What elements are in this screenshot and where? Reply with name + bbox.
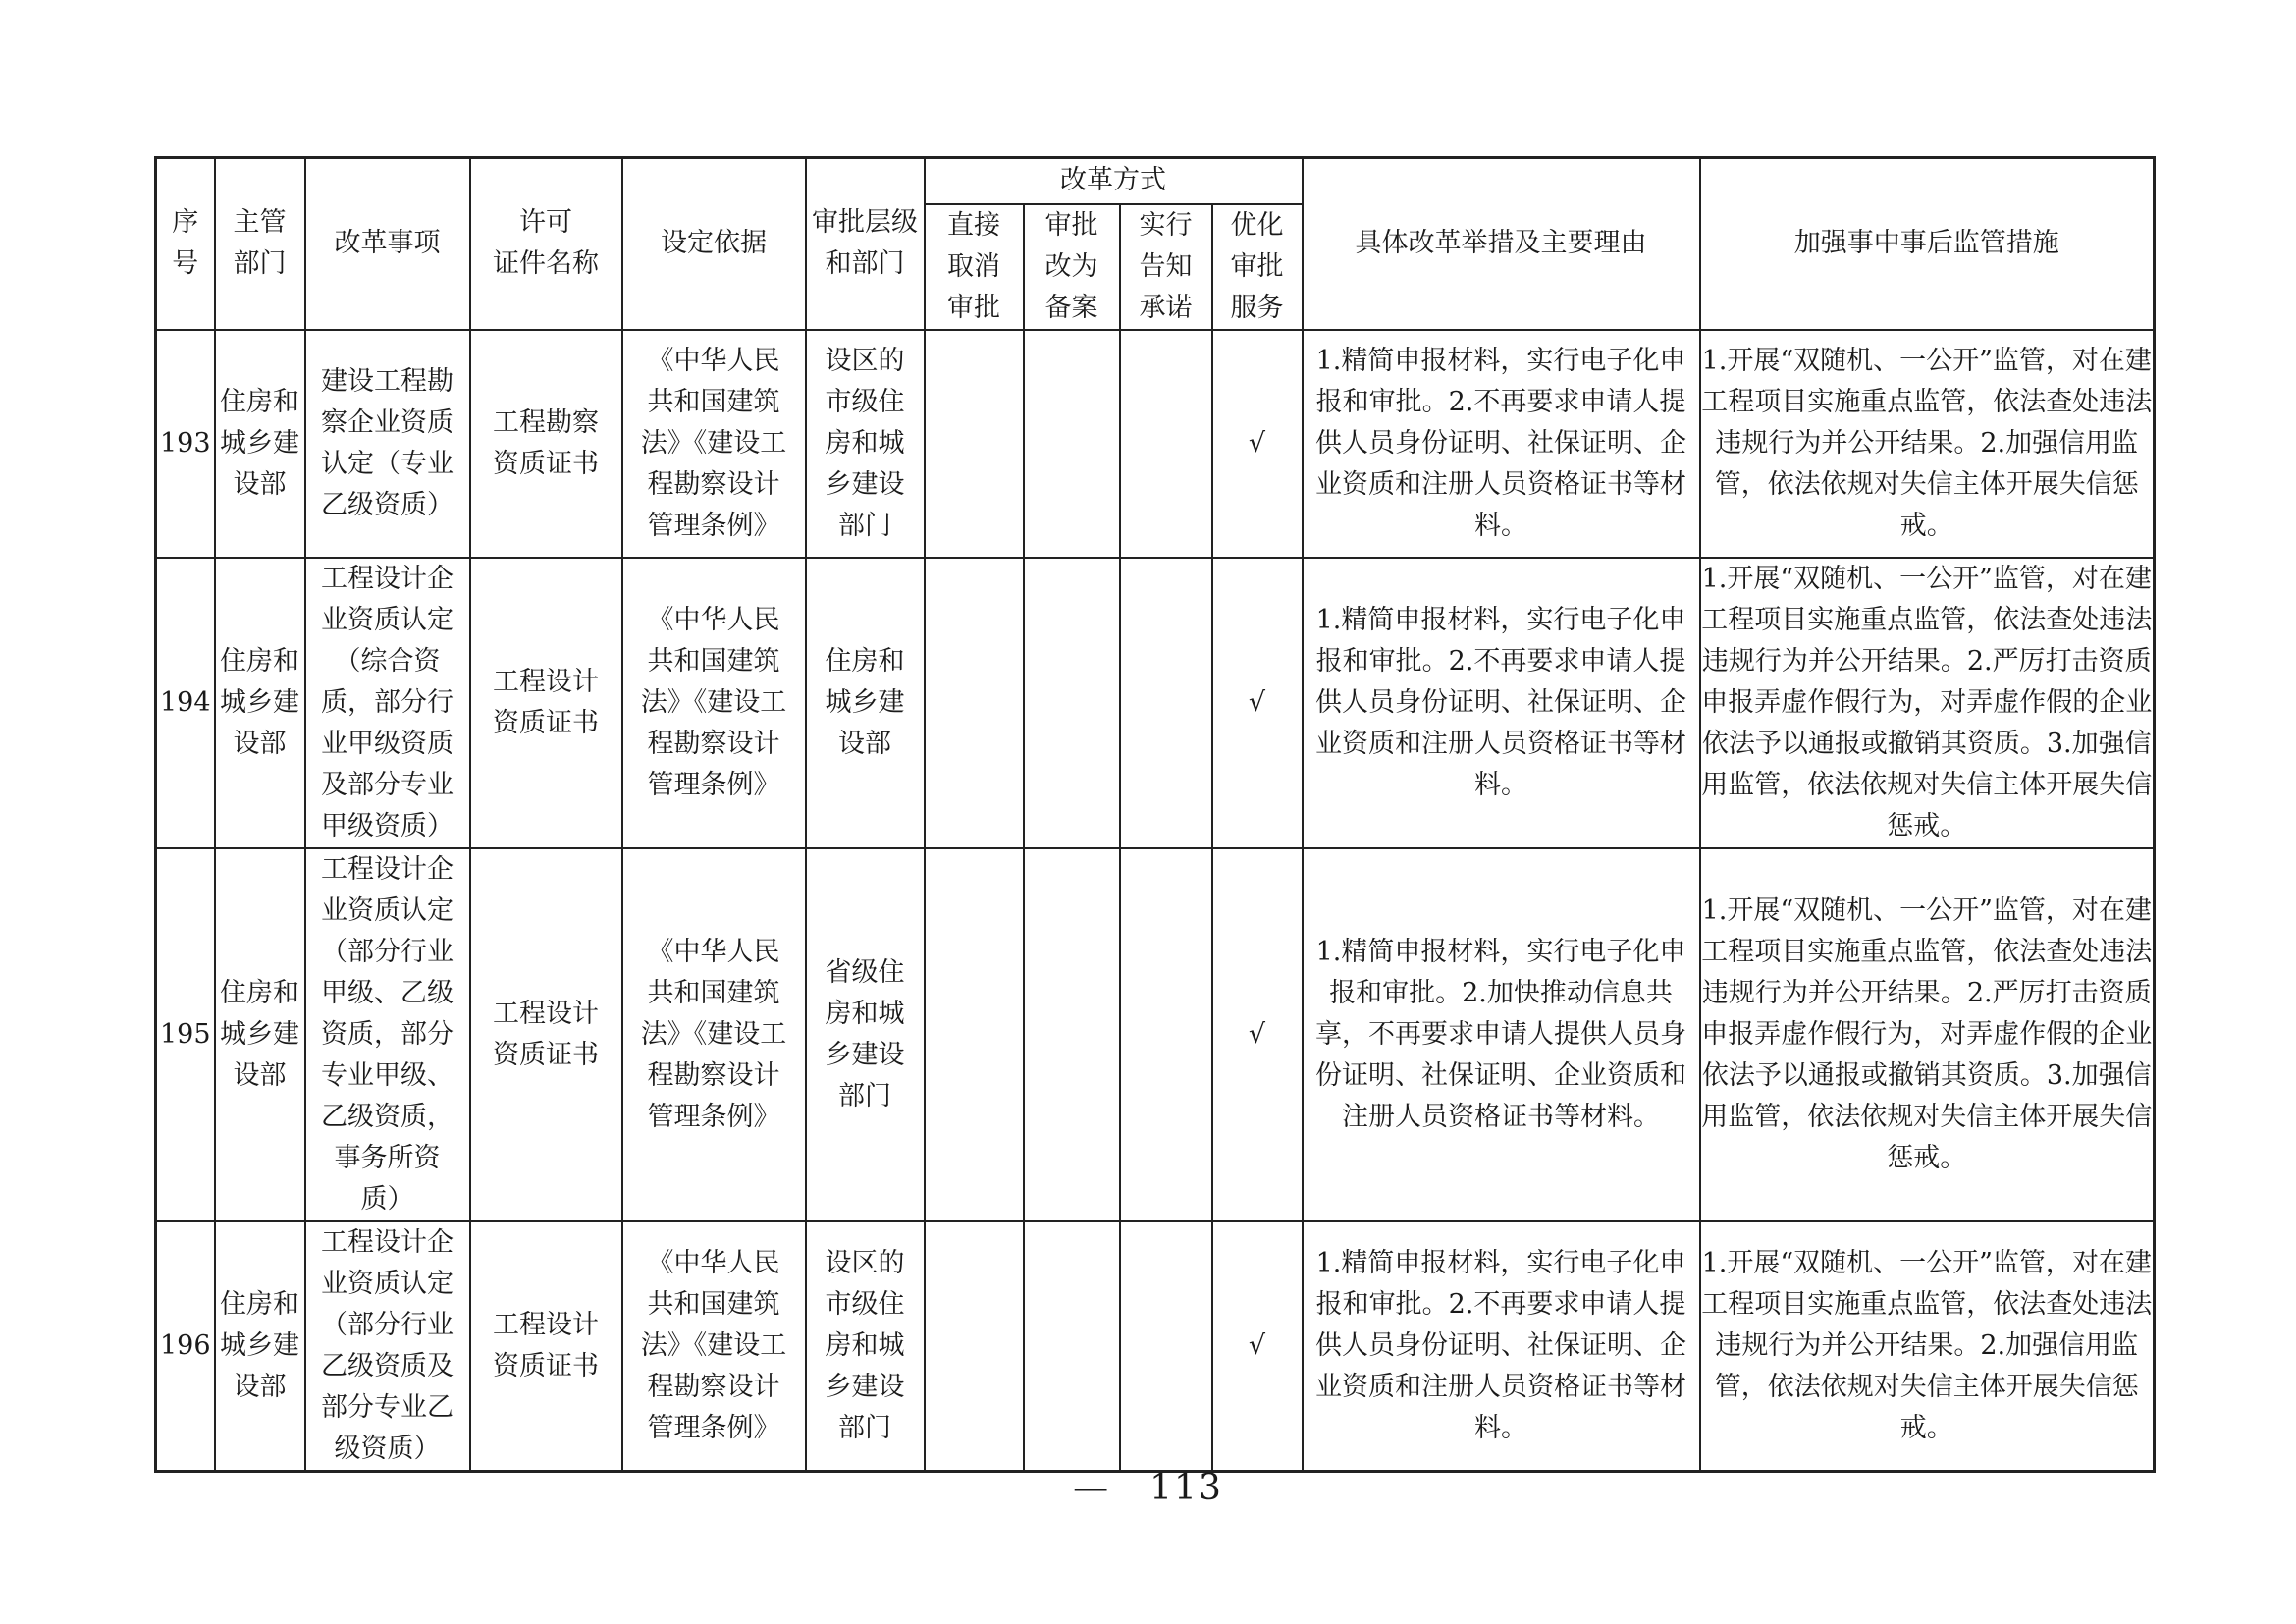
check-mark: √ (1212, 330, 1303, 558)
cell-measures: 1.精简申报材料，实行电子化申报和审批。2.加快推动信息共享，不再要求申请人提供人员身份证明、社保证明、企业资质和注册人员资格证书等材料。 (1303, 848, 1700, 1221)
cell-basis: 《中华人民 共和国建筑 法》《建设工 程勘察设计 管理条例》 (622, 848, 806, 1221)
cell-supervision: 1.开展“双随机、一公开”监管，对在建工程项目实施重点监管，依法查处违法违规行为并公开结果。2.严厉打击资质申报弄虚作假行为，对弄虚作假的企业依法予以通报或撤销其资质。3.加强信用监管，依法依规对失信主体开展失信惩戒。 (1700, 848, 2155, 1221)
header-item: 改革事项 (305, 158, 470, 330)
header-record: 审批 改为 备案 (1024, 204, 1120, 330)
cell-seq: 193 (156, 330, 215, 558)
table-row (156, 848, 2155, 1221)
check-mark: √ (1212, 1221, 1303, 1472)
header-seq: 序 号 (156, 158, 215, 330)
cell-seq: 194 (156, 558, 215, 848)
header-supervision: 加强事中事后监管措施 (1700, 158, 2155, 330)
cell-commit (1120, 848, 1212, 1221)
cell-commit (1120, 330, 1212, 558)
cell-basis: 《中华人民 共和国建筑 法》《建设工 程勘察设计 管理条例》 (622, 330, 806, 558)
header-measures: 具体改革举措及主要理由 (1303, 158, 1700, 330)
cell-dept: 住房和 城乡建 设部 (215, 330, 305, 558)
table-row (156, 558, 2155, 848)
page-number: 113 (1149, 1468, 1223, 1508)
cell-dept: 住房和 城乡建 设部 (215, 558, 305, 848)
header-method-group: 改革方式 (925, 158, 1303, 204)
cell-level: 住房和 城乡建 设部 (806, 558, 925, 848)
header-cancel: 直接 取消 审批 (925, 204, 1024, 330)
table-row (156, 1221, 2155, 1472)
cell-measures: 1.精简申报材料，实行电子化申报和审批。2.不再要求申请人提供人员身份证明、社保证明、企业资质和注册人员资格证书等材料。 (1303, 330, 1700, 558)
cell-record (1024, 1221, 1120, 1472)
cell-item: 工程设计企 业资质认定 （部分行业 甲级、乙级 资质，部分 专业甲级、 乙级资质， 事务所资 质） (305, 848, 470, 1221)
cell-basis: 《中华人民 共和国建筑 法》《建设工 程勘察设计 管理条例》 (622, 558, 806, 848)
cell-dept: 住房和 城乡建 设部 (215, 1221, 305, 1472)
cell-license: 工程设计 资质证书 (470, 848, 622, 1221)
cell-seq: 195 (156, 848, 215, 1221)
cell-license: 工程设计 资质证书 (470, 1221, 622, 1472)
cell-cancel (925, 330, 1024, 558)
cell-seq: 196 (156, 1221, 215, 1472)
cell-cancel (925, 1221, 1024, 1472)
cell-commit (1120, 558, 1212, 848)
cell-level: 设区的 市级住 房和城 乡建设 部门 (806, 330, 925, 558)
cell-license: 工程勘察 资质证书 (470, 330, 622, 558)
cell-measures: 1.精简申报材料，实行电子化申报和审批。2.不再要求申请人提供人员身份证明、社保证明、企业资质和注册人员资格证书等材料。 (1303, 558, 1700, 848)
cell-record (1024, 848, 1120, 1221)
cell-item: 建设工程勘 察企业资质 认定（专业 乙级资质） (305, 330, 470, 558)
header-license: 许可 证件名称 (470, 158, 622, 330)
cell-commit (1120, 1221, 1212, 1472)
header-dept: 主管 部门 (215, 158, 305, 330)
cell-measures: 1.精简申报材料，实行电子化申报和审批。2.不再要求申请人提供人员身份证明、社保证明、企业资质和注册人员资格证书等材料。 (1303, 1221, 1700, 1472)
cell-basis: 《中华人民 共和国建筑 法》《建设工 程勘察设计 管理条例》 (622, 1221, 806, 1472)
page-footer (0, 1468, 2296, 1508)
cell-cancel (925, 848, 1024, 1221)
cell-supervision: 1.开展“双随机、一公开”监管，对在建工程项目实施重点监管，依法查处违法违规行为并公开结果。2.加强信用监管，依法依规对失信主体开展失信惩戒。 (1700, 1221, 2155, 1472)
header-optimize: 优化 审批 服务 (1212, 204, 1303, 330)
cell-cancel (925, 558, 1024, 848)
cell-license: 工程设计 资质证书 (470, 558, 622, 848)
footer-dash: — (1073, 1468, 1111, 1508)
cell-record (1024, 330, 1120, 558)
cell-level: 设区的 市级住 房和城 乡建设 部门 (806, 1221, 925, 1472)
header-basis: 设定依据 (622, 158, 806, 330)
header-level: 审批层级 和部门 (806, 158, 925, 330)
table-row (156, 330, 2155, 558)
cell-item: 工程设计企 业资质认定 （综合资 质，部分行 业甲级资质 及部分专业 甲级资质） (305, 558, 470, 848)
cell-supervision: 1.开展“双随机、一公开”监管，对在建工程项目实施重点监管，依法查处违法违规行为并公开结果。2.加强信用监管，依法依规对失信主体开展失信惩戒。 (1700, 330, 2155, 558)
check-mark: √ (1212, 558, 1303, 848)
cell-dept: 住房和 城乡建 设部 (215, 848, 305, 1221)
check-mark: √ (1212, 848, 1303, 1221)
cell-record (1024, 558, 1120, 848)
cell-level: 省级住 房和城 乡建设 部门 (806, 848, 925, 1221)
header-commit: 实行 告知 承诺 (1120, 204, 1212, 330)
cell-item: 工程设计企 业资质认定 （部分行业 乙级资质及 部分专业乙 级资质） (305, 1221, 470, 1472)
reform-table (154, 156, 2156, 1473)
cell-supervision: 1.开展“双随机、一公开”监管，对在建工程项目实施重点监管，依法查处违法违规行为并公开结果。2.严厉打击资质申报弄虚作假行为，对弄虚作假的企业依法予以通报或撤销其资质。3.加强信用监管，依法依规对失信主体开展失信惩戒。 (1700, 558, 2155, 848)
